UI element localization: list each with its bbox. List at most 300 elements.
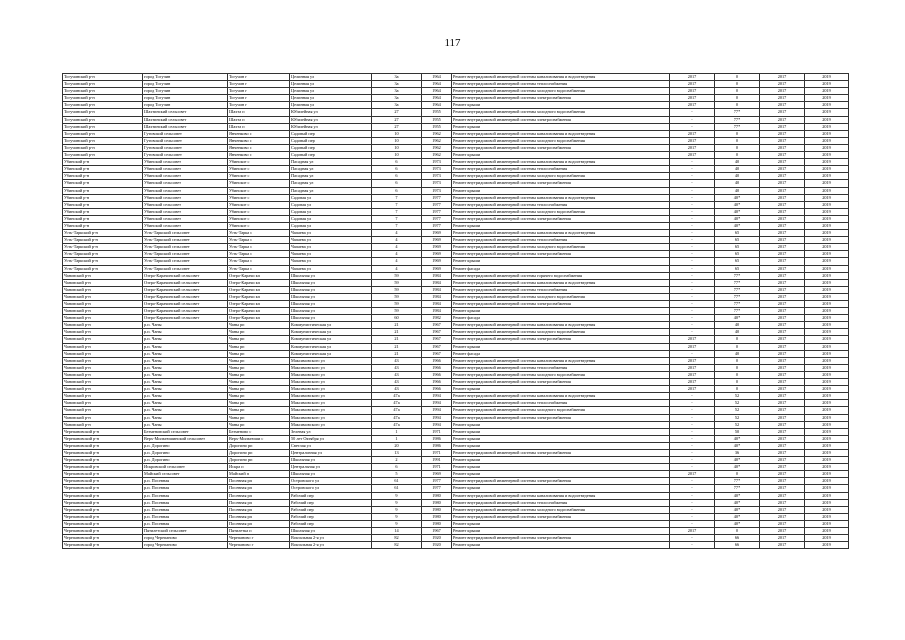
cell-district: Чановский р-н xyxy=(63,315,143,322)
cell-municipality: р.п. Чаны xyxy=(143,379,228,386)
cell-cost-value: 40* xyxy=(715,492,760,499)
cell-cost-value: 77* xyxy=(715,301,760,308)
cell-build-year: 1977 xyxy=(422,478,452,485)
table-row xyxy=(63,130,849,137)
cell-period-start: 2017 xyxy=(760,364,805,371)
cell-work-type: Ремонт фасада xyxy=(452,350,670,357)
cell-plan-year: 2017 xyxy=(670,95,715,102)
cell-work-type: Ремонт внутридомовой инженерной системы теплоснабжения xyxy=(452,400,670,407)
cell-cost-value: 40* xyxy=(715,442,760,449)
cell-house-number: 43 xyxy=(372,386,422,393)
cell-period-end: 2019 xyxy=(805,513,849,520)
table-row xyxy=(63,251,849,258)
cell-period-start: 2017 xyxy=(760,215,805,222)
cell-build-year: 1969 xyxy=(422,230,452,237)
cell-municipality: Усть-Таркский сельсовет xyxy=(143,230,228,237)
cell-municipality: р.п. Посевная xyxy=(143,499,228,506)
cell-period-end: 2019 xyxy=(805,201,849,208)
table-row xyxy=(63,371,849,378)
cell-house-number: 3а xyxy=(372,81,422,88)
cell-municipality: Усть-Таркский сельсовет xyxy=(143,251,228,258)
cell-cost-value: 40 xyxy=(715,187,760,194)
cell-plan-year: - xyxy=(670,442,715,449)
cell-house-number: 10 xyxy=(372,137,422,144)
table-row xyxy=(63,542,849,549)
cell-period-end: 2019 xyxy=(805,428,849,435)
cell-municipality: Убинский сельсовет xyxy=(143,201,228,208)
cell-period-start: 2017 xyxy=(760,152,805,159)
cell-plan-year: 2017 xyxy=(670,137,715,144)
cell-municipality: р.п. Дорогино xyxy=(143,457,228,464)
cell-house-number: 82 xyxy=(372,535,422,542)
cell-work-type: Ремонт внутридомовой инженерной системы электроснабжения xyxy=(452,449,670,456)
cell-house-number: 47а xyxy=(372,407,422,414)
cell-build-year: 1994 xyxy=(422,407,452,414)
cell-street: Садовый пер xyxy=(290,130,372,137)
cell-locality: Чаны рп xyxy=(228,414,290,421)
cell-street: Школьная ул xyxy=(290,308,372,315)
cell-street: Садовый пер xyxy=(290,137,372,144)
cell-house-number: 7 xyxy=(372,215,422,222)
cell-work-type: Ремонт внутридомовой инженерной системы электроснабжения xyxy=(452,414,670,421)
cell-street: Коммунистическая ул xyxy=(290,350,372,357)
cell-plan-year: - xyxy=(670,215,715,222)
table-row xyxy=(63,88,849,95)
cell-period-start: 2017 xyxy=(760,379,805,386)
table-row xyxy=(63,144,849,151)
cell-district: Черепановский р-н xyxy=(63,542,143,549)
cell-work-type: Ремонт внутридомовой инженерной системы теплоснабжения xyxy=(452,237,670,244)
cell-build-year: 1973 xyxy=(422,166,452,173)
cell-work-type: Ремонт крыши xyxy=(452,187,670,194)
cell-municipality: р.п. Чаны xyxy=(143,350,228,357)
cell-period-end: 2019 xyxy=(805,528,849,535)
cell-cost-value: 0 xyxy=(715,102,760,109)
table-row xyxy=(63,407,849,414)
cell-build-year: 1973 xyxy=(422,173,452,180)
cell-street: Садовая ул xyxy=(290,222,372,229)
cell-cost-value: 40* xyxy=(715,315,760,322)
cell-street: Школьная ул xyxy=(290,279,372,286)
cell-period-end: 2019 xyxy=(805,116,849,123)
cell-plan-year: - xyxy=(670,258,715,265)
cell-period-start: 2017 xyxy=(760,88,805,95)
cell-house-number: 27 xyxy=(372,123,422,130)
cell-district: Чановский р-н xyxy=(63,308,143,315)
cell-municipality: Усть-Таркский сельсовет xyxy=(143,258,228,265)
cell-house-number: 59 xyxy=(372,279,422,286)
cell-cost-value: 0 xyxy=(715,81,760,88)
cell-locality: Озеро-Карачи кп xyxy=(228,308,290,315)
cell-house-number: 10 xyxy=(372,130,422,137)
cell-build-year: 1984 xyxy=(422,279,452,286)
cell-build-year: 1966 xyxy=(422,357,452,364)
table-row xyxy=(63,180,849,187)
cell-house-number: 21 xyxy=(372,350,422,357)
cell-period-end: 2019 xyxy=(805,435,849,442)
cell-plan-year: 2017 xyxy=(670,471,715,478)
cell-locality: Черепаново г xyxy=(228,542,290,549)
cell-work-type: Ремонт внутридомовой инженерной системы канализования и водоотведения xyxy=(452,230,670,237)
cell-build-year: 1967 xyxy=(422,528,452,535)
cell-build-year: 1920 xyxy=(422,535,452,542)
cell-locality: Дорогино рп xyxy=(228,457,290,464)
cell-plan-year: - xyxy=(670,315,715,322)
cell-municipality: Гутовский сельсовет xyxy=(143,137,228,144)
cell-plan-year: - xyxy=(670,499,715,506)
cell-street: Пасадная ул xyxy=(290,180,372,187)
cell-plan-year: - xyxy=(670,513,715,520)
cell-cost-value: 40 xyxy=(715,329,760,336)
cell-build-year: 1984 xyxy=(422,301,452,308)
cell-period-end: 2019 xyxy=(805,81,849,88)
cell-municipality: р.п. Посевная xyxy=(143,492,228,499)
cell-plan-year: - xyxy=(670,194,715,201)
cell-work-type: Ремонт внутридомовой инженерной системы холодного водоснабжения xyxy=(452,506,670,513)
table-row xyxy=(63,102,849,109)
cell-street: Чапаева ул xyxy=(290,230,372,237)
cell-period-end: 2019 xyxy=(805,293,849,300)
cell-plan-year: - xyxy=(670,286,715,293)
cell-street: Максимовского ул xyxy=(290,386,372,393)
cell-work-type: Ремонт внутридомовой инженерной системы электроснабжения xyxy=(452,95,670,102)
cell-cost-value: 0 xyxy=(715,379,760,386)
cell-cost-value: 52 xyxy=(715,400,760,407)
cell-build-year: 1964 xyxy=(422,74,452,81)
cell-work-type: Ремонт внутридомовой инженерной системы теплоснабжения xyxy=(452,201,670,208)
cell-street: Островского ул xyxy=(290,478,372,485)
cell-house-number: 59 xyxy=(372,301,422,308)
cell-cost-value: 40* xyxy=(715,464,760,471)
cell-build-year: 1980 xyxy=(422,492,452,499)
cell-locality: Чаны рп xyxy=(228,329,290,336)
cell-municipality: Усть-Таркский сельсовет xyxy=(143,237,228,244)
cell-district: Черепановский р-н xyxy=(63,485,143,492)
cell-cost-value: 52 xyxy=(715,407,760,414)
cell-municipality: Усть-Таркский сельсовет xyxy=(143,244,228,251)
cell-cost-value: 40* xyxy=(715,435,760,442)
cell-work-type: Ремонт внутридомовой инженерной системы канализования и водоотведения xyxy=(452,159,670,166)
table-row xyxy=(63,393,849,400)
cell-period-start: 2017 xyxy=(760,116,805,123)
cell-period-start: 2017 xyxy=(760,421,805,428)
table-row xyxy=(63,414,849,421)
cell-locality: Тогучин г xyxy=(228,81,290,88)
cell-period-end: 2019 xyxy=(805,95,849,102)
cell-cost-value: 65 xyxy=(715,265,760,272)
cell-district: Черепановский р-н xyxy=(63,449,143,456)
cell-period-start: 2017 xyxy=(760,407,805,414)
cell-street: Максимовского ул xyxy=(290,364,372,371)
cell-district: Чановский р-н xyxy=(63,364,143,371)
cell-district: Тогучинский р-н xyxy=(63,137,143,144)
table-row xyxy=(63,457,849,464)
cell-locality: Посевная рп xyxy=(228,492,290,499)
cell-period-end: 2019 xyxy=(805,215,849,222)
cell-cost-value: 77* xyxy=(715,485,760,492)
cell-period-end: 2019 xyxy=(805,400,849,407)
cell-street: Центральная ул xyxy=(290,464,372,471)
cell-locality: Черепаново г xyxy=(228,535,290,542)
cell-build-year: 1980 xyxy=(422,513,452,520)
cell-work-type: Ремонт крыши xyxy=(452,343,670,350)
cell-work-type: Ремонт крыши xyxy=(452,457,670,464)
cell-work-type: Ремонт внутридомовой инженерной системы канализования и водоотведения xyxy=(452,74,670,81)
cell-period-end: 2019 xyxy=(805,208,849,215)
cell-plan-year: 2017 xyxy=(670,386,715,393)
cell-house-number: 59 xyxy=(372,293,422,300)
cell-cost-value: 66 xyxy=(715,535,760,542)
cell-work-type: Ремонт внутридомовой инженерной системы электроснабжения xyxy=(452,513,670,520)
table-row xyxy=(63,230,849,237)
table-row xyxy=(63,286,849,293)
cell-plan-year: - xyxy=(670,222,715,229)
cell-plan-year: 2017 xyxy=(670,81,715,88)
cell-street: Целинная ул xyxy=(290,102,372,109)
cell-build-year: 1986 xyxy=(422,442,452,449)
cell-locality: Убинское с xyxy=(228,173,290,180)
table-row xyxy=(63,215,849,222)
cell-district: Чановский р-н xyxy=(63,357,143,364)
cell-period-start: 2017 xyxy=(760,301,805,308)
cell-locality: Дорогино рп xyxy=(228,449,290,456)
cell-street: Целинная ул xyxy=(290,74,372,81)
cell-municipality: Шахтинский сельсовет xyxy=(143,109,228,116)
cell-municipality: Озеро-Карачинский сельсовет xyxy=(143,301,228,308)
cell-work-type: Ремонт крыши xyxy=(452,542,670,549)
table-row xyxy=(63,173,849,180)
cell-district: Тогучинский р-н xyxy=(63,102,143,109)
cell-locality: Озеро-Карачи кп xyxy=(228,293,290,300)
cell-house-number: 27 xyxy=(372,116,422,123)
cell-street: Целинная ул xyxy=(290,95,372,102)
cell-house-number: 6 xyxy=(372,159,422,166)
cell-locality: Убинское с xyxy=(228,194,290,201)
cell-street: Зеленая ул xyxy=(290,428,372,435)
table-row xyxy=(63,471,849,478)
cell-plan-year: - xyxy=(670,237,715,244)
table-row xyxy=(63,336,849,343)
cell-work-type: Ремонт крыши xyxy=(452,528,670,535)
cell-district: Тогучинский р-н xyxy=(63,74,143,81)
cell-street: Рабочий пер xyxy=(290,499,372,506)
cell-build-year: 1969 xyxy=(422,244,452,251)
cell-cost-value: 40* xyxy=(715,215,760,222)
cell-work-type: Ремонт внутридомовой инженерной системы электроснабжения xyxy=(452,478,670,485)
cell-street: Садовая ул xyxy=(290,208,372,215)
cell-street: Школьная ул xyxy=(290,301,372,308)
cell-period-end: 2019 xyxy=(805,166,849,173)
cell-house-number: 47а xyxy=(372,400,422,407)
cell-period-start: 2017 xyxy=(760,137,805,144)
cell-period-end: 2019 xyxy=(805,152,849,159)
cell-cost-value: 77* xyxy=(715,293,760,300)
table-row xyxy=(63,322,849,329)
cell-municipality: Убинский сельсовет xyxy=(143,159,228,166)
table-row xyxy=(63,343,849,350)
cell-street: Пасадная ул xyxy=(290,173,372,180)
cell-municipality: р.п. Чаны xyxy=(143,400,228,407)
cell-plan-year: - xyxy=(670,464,715,471)
cell-house-number: 10 xyxy=(372,144,422,151)
cell-period-end: 2019 xyxy=(805,542,849,549)
cell-plan-year: 2017 xyxy=(670,343,715,350)
cell-build-year: 1962 xyxy=(422,137,452,144)
cell-period-end: 2019 xyxy=(805,499,849,506)
cell-work-type: Ремонт внутридомовой инженерной системы электроснабжения xyxy=(452,180,670,187)
cell-locality: Чаны рп xyxy=(228,407,290,414)
cell-municipality: р.п. Посевная xyxy=(143,478,228,485)
cell-work-type: Ремонт внутридомовой инженерной системы канализования и водоотведения xyxy=(452,492,670,499)
cell-build-year: 1984 xyxy=(422,293,452,300)
cell-period-start: 2017 xyxy=(760,371,805,378)
cell-district: Чановский р-н xyxy=(63,393,143,400)
cell-period-start: 2017 xyxy=(760,329,805,336)
table-row xyxy=(63,400,849,407)
cell-cost-value: 65 xyxy=(715,230,760,237)
cell-house-number: 9 xyxy=(372,513,422,520)
cell-period-end: 2019 xyxy=(805,471,849,478)
cell-street: Максимовского ул xyxy=(290,379,372,386)
cell-house-number: 7 xyxy=(372,208,422,215)
cell-build-year: 1980 xyxy=(422,499,452,506)
cell-build-year: 1980 xyxy=(422,520,452,527)
cell-house-number: 59 xyxy=(372,286,422,293)
cell-period-start: 2017 xyxy=(760,222,805,229)
table-row xyxy=(63,237,849,244)
cell-period-end: 2019 xyxy=(805,457,849,464)
cell-house-number: 20 xyxy=(372,442,422,449)
table-row xyxy=(63,315,849,322)
cell-district: Чановский р-н xyxy=(63,322,143,329)
cell-period-end: 2019 xyxy=(805,130,849,137)
cell-work-type: Ремонт внутридомовой инженерной системы холодного водоснабжения xyxy=(452,293,670,300)
cell-build-year: 1966 xyxy=(422,379,452,386)
cell-plan-year: 2017 xyxy=(670,130,715,137)
cell-plan-year: - xyxy=(670,428,715,435)
cell-street: Садовая ул xyxy=(290,201,372,208)
cell-district: Чановский р-н xyxy=(63,329,143,336)
cell-district: Чановский р-н xyxy=(63,386,143,393)
table-row xyxy=(63,499,849,506)
cell-district: Убинский р-н xyxy=(63,215,143,222)
table-row xyxy=(63,81,849,88)
cell-locality: Чаны рп xyxy=(228,357,290,364)
cell-cost-value: 0 xyxy=(715,336,760,343)
cell-street: Садовый пер xyxy=(290,152,372,159)
cell-plan-year: 2017 xyxy=(670,371,715,378)
cell-work-type: Ремонт внутридомовой инженерной системы холодного водоснабжения xyxy=(452,244,670,251)
cell-plan-year: - xyxy=(670,449,715,456)
table-row xyxy=(63,364,849,371)
cell-locality: Озеро-Карачи кп xyxy=(228,301,290,308)
cell-locality: Шахта п xyxy=(228,123,290,130)
cell-cost-value: 40* xyxy=(715,194,760,201)
cell-period-end: 2019 xyxy=(805,194,849,201)
cell-period-end: 2019 xyxy=(805,407,849,414)
cell-period-start: 2017 xyxy=(760,237,805,244)
cell-work-type: Ремонт внутридомовой инженерной системы теплоснабжения xyxy=(452,81,670,88)
cell-period-end: 2019 xyxy=(805,301,849,308)
cell-work-type: Ремонт внутридомовой инженерной системы канализования и водоотведения xyxy=(452,279,670,286)
cell-period-start: 2017 xyxy=(760,308,805,315)
cell-cost-value: 52 xyxy=(715,393,760,400)
cell-district: Черепановский р-н xyxy=(63,506,143,513)
cell-period-start: 2017 xyxy=(760,109,805,116)
cell-cost-value: 77* xyxy=(715,478,760,485)
cell-street: Юбилейная ул xyxy=(290,109,372,116)
cell-house-number: 61 xyxy=(372,485,422,492)
cell-period-end: 2019 xyxy=(805,386,849,393)
cell-municipality: Шахтинский сельсовет xyxy=(143,116,228,123)
table-row xyxy=(63,279,849,286)
cell-locality: Посевная рп xyxy=(228,513,290,520)
cell-period-start: 2017 xyxy=(760,449,805,456)
cell-work-type: Ремонт внутридомовой инженерной системы канализования и водоотведения xyxy=(452,130,670,137)
cell-locality: Убинское с xyxy=(228,201,290,208)
cell-work-type: Ремонт фасада xyxy=(452,265,670,272)
table-row xyxy=(63,464,849,471)
cell-build-year: 1955 xyxy=(422,123,452,130)
cell-period-end: 2019 xyxy=(805,109,849,116)
cell-locality: Посевная рп xyxy=(228,499,290,506)
cell-municipality: р.п. Чаны xyxy=(143,407,228,414)
cell-street: Школьная ул xyxy=(290,315,372,322)
cell-cost-value: 0 xyxy=(715,357,760,364)
cell-municipality: р.п. Дорогино xyxy=(143,442,228,449)
cell-period-end: 2019 xyxy=(805,102,849,109)
cell-cost-value: 0 xyxy=(715,371,760,378)
cell-cost-value: 0 xyxy=(715,130,760,137)
cell-house-number: 4 xyxy=(372,237,422,244)
cell-locality: Чаны рп xyxy=(228,393,290,400)
cell-municipality: р.п. Посевная xyxy=(143,485,228,492)
cell-plan-year: - xyxy=(670,293,715,300)
cell-period-end: 2019 xyxy=(805,449,849,456)
cell-street: Островского ул xyxy=(290,485,372,492)
cell-street: Рабочий пер xyxy=(290,513,372,520)
cell-street: Максимовского ул xyxy=(290,393,372,400)
cell-build-year: 1966 xyxy=(422,371,452,378)
cell-locality: Чаны рп xyxy=(228,343,290,350)
cell-period-start: 2017 xyxy=(760,471,805,478)
table-row xyxy=(63,116,849,123)
cell-period-end: 2019 xyxy=(805,322,849,329)
cell-work-type: Ремонт крыши xyxy=(452,435,670,442)
cell-build-year: 1994 xyxy=(422,414,452,421)
cell-house-number: 43 xyxy=(372,379,422,386)
cell-house-number: 4 xyxy=(372,244,422,251)
cell-build-year: 1969 xyxy=(422,265,452,272)
cell-build-year: 1966 xyxy=(422,386,452,393)
cell-district: Усть-Таркский р-н xyxy=(63,237,143,244)
cell-district: Черепановский р-н xyxy=(63,492,143,499)
cell-district: Черепановский р-н xyxy=(63,520,143,527)
cell-district: Черепановский р-н xyxy=(63,428,143,435)
cell-district: Убинский р-н xyxy=(63,194,143,201)
cell-period-end: 2019 xyxy=(805,371,849,378)
cell-district: Усть-Таркский р-н xyxy=(63,265,143,272)
cell-work-type: Ремонт внутридомовой инженерной системы теплоснабжения xyxy=(452,364,670,371)
cell-plan-year: 2017 xyxy=(670,379,715,386)
cell-municipality: Верх-Мильтюшинский сельсовет xyxy=(143,435,228,442)
cell-period-end: 2019 xyxy=(805,464,849,471)
cell-build-year: 1967 xyxy=(422,322,452,329)
cell-plan-year: - xyxy=(670,520,715,527)
cell-work-type: Ремонт крыши xyxy=(452,102,670,109)
cell-district: Чановский р-н xyxy=(63,414,143,421)
cell-municipality: Гутовский сельсовет xyxy=(143,130,228,137)
